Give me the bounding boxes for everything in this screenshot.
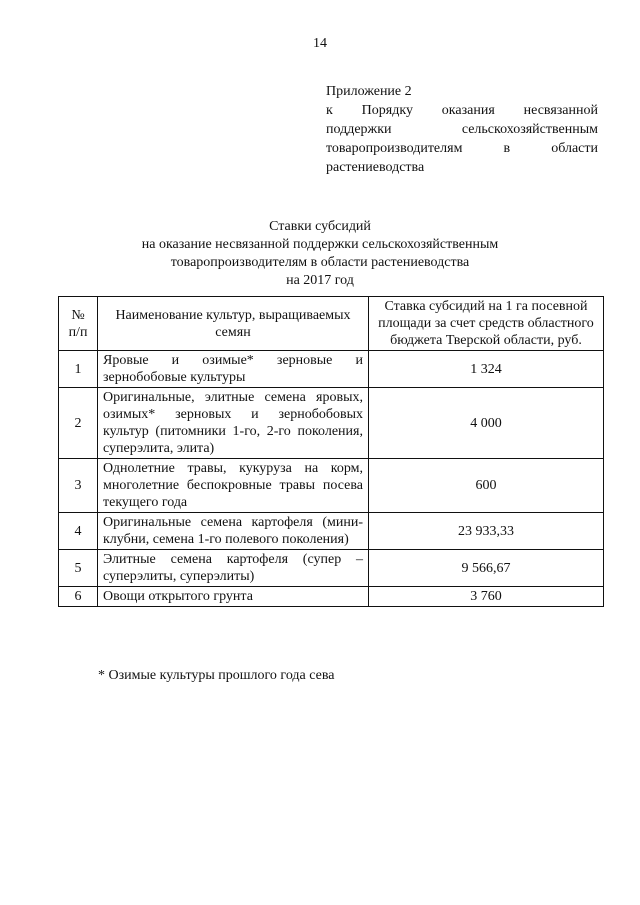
table-row — [59, 513, 604, 550]
row-name: Овощи открытого грунта — [98, 587, 369, 607]
row-rate: 3 760 — [369, 587, 604, 607]
row-num: 6 — [59, 587, 98, 607]
header-name: Наименование культур, выращиваемых семян — [98, 297, 369, 351]
document-title — [0, 218, 640, 290]
header-num: № п/п — [59, 297, 98, 351]
row-name: Яровые и озимые* зерновые и зернобобовые культуры — [98, 351, 369, 388]
row-num: 4 — [59, 513, 98, 550]
appendix-line: поддержки сельскохозяйственным — [326, 122, 598, 137]
table-row — [59, 587, 604, 607]
table-row — [59, 388, 604, 459]
title-line: товаропроизводителям в области растениеводства — [170, 255, 470, 270]
row-rate: 4 000 — [369, 388, 604, 459]
appendix-note — [326, 82, 598, 177]
title-line: на 2017 год — [286, 273, 354, 288]
title-line: Ставки субсидий — [269, 219, 371, 234]
title-line: на оказание несвязанной поддержки сельскохозяйственным — [141, 237, 499, 252]
footnote: * Озимые культуры прошлого года сева — [98, 668, 335, 683]
row-rate: 1 324 — [369, 351, 604, 388]
page-number: 14 — [313, 36, 327, 51]
header-rate: Ставка субсидий на 1 га посевной площади за счет средств областного бюджета Тверской области, руб. — [369, 297, 604, 351]
row-num: 5 — [59, 550, 98, 587]
table-row — [59, 351, 604, 388]
table-header-row — [59, 297, 604, 351]
table-row — [59, 550, 604, 587]
appendix-line: товаропроизводителям в области — [326, 141, 598, 156]
table-row — [59, 459, 604, 513]
row-num: 2 — [59, 388, 98, 459]
row-name: Оригинальные семена картофеля (мини-клубни, семена 1-го полевого поколения) — [98, 513, 369, 550]
row-rate: 600 — [369, 459, 604, 513]
subsidy-rates-table — [58, 296, 604, 607]
appendix-line: Приложение 2 — [326, 84, 412, 99]
appendix-line: к Порядку оказания несвязанной — [326, 103, 598, 118]
appendix-line: растениеводства — [326, 160, 425, 175]
row-name: Элитные семена картофеля (супер – суперэлиты, суперэлиты) — [98, 550, 369, 587]
row-rate: 23 933,33 — [369, 513, 604, 550]
row-name: Оригинальные, элитные семена яровых, озимых* зерновых и зернобобовых культур (питомники 1-го, 2-го поколения, суперэлита, элита) — [98, 388, 369, 459]
row-rate: 9 566,67 — [369, 550, 604, 587]
row-num: 3 — [59, 459, 98, 513]
row-name: Однолетние травы, кукуруза на корм, многолетние беспокровные травы посева текущего года — [98, 459, 369, 513]
row-num: 1 — [59, 351, 98, 388]
